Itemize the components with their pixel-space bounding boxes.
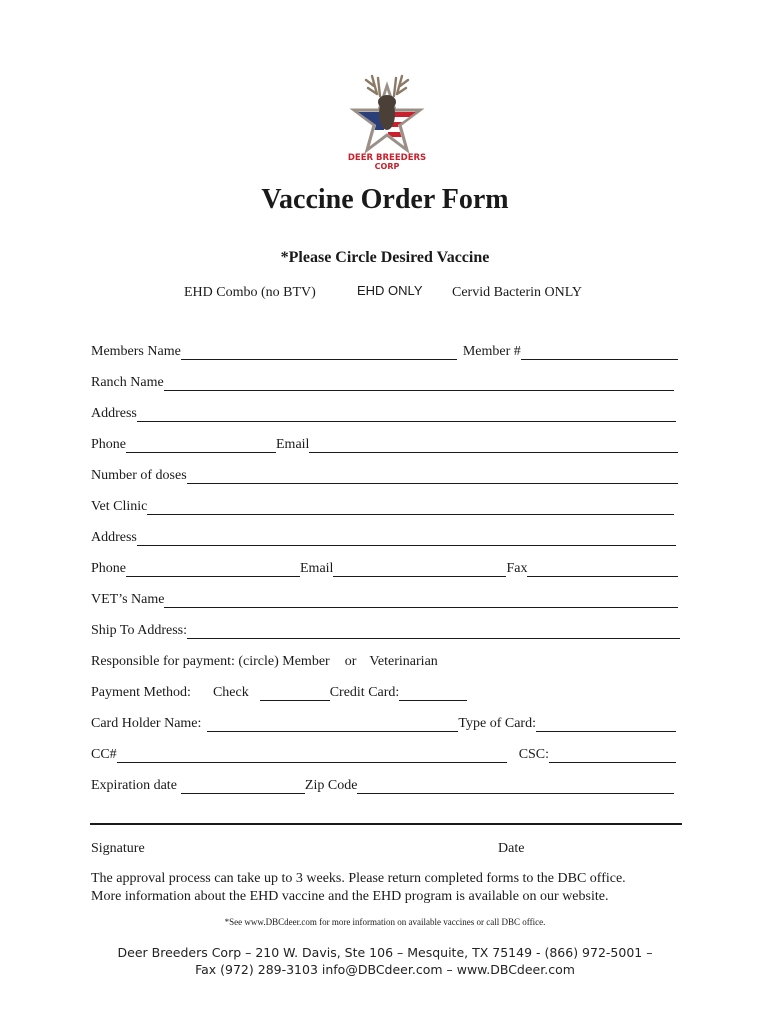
- check-label: Check: [212, 685, 249, 700]
- vet-phone-label: Phone: [91, 561, 126, 576]
- logo-line2: CORP: [374, 162, 400, 171]
- row-phone-email: [91, 433, 678, 453]
- type-of-card-field[interactable]: [536, 717, 676, 732]
- cc-field[interactable]: [117, 748, 507, 763]
- row-members-name: [91, 340, 678, 360]
- row-vet-clinic: [91, 495, 674, 515]
- address-label: Address: [91, 406, 137, 421]
- row-cc: [91, 743, 676, 763]
- footer-contact-line: Fax (972) 289-3103 info@DBCdeer.com – www.DBCdeer.com: [195, 962, 575, 977]
- zip-label: Zip Code: [304, 778, 358, 793]
- vet-email-label: Email: [300, 561, 334, 576]
- email-field[interactable]: [309, 438, 678, 453]
- page-title: Vaccine Order Form: [261, 184, 509, 215]
- credit-card-field[interactable]: [399, 686, 467, 701]
- option-ehd-only[interactable]: EHD ONLY: [357, 283, 423, 298]
- phone-field[interactable]: [126, 438, 276, 453]
- members-name-label: Members Name: [91, 344, 181, 359]
- veterinarian-option[interactable]: Veterinarian: [369, 654, 438, 669]
- responsible-label[interactable]: Responsible for payment: (circle) Member: [91, 654, 330, 669]
- vaccine-subtitle: *Please Circle Desired Vaccine: [280, 249, 490, 266]
- credit-card-label: Credit Card:: [329, 685, 400, 700]
- csc-field[interactable]: [549, 748, 676, 763]
- vets-name-label: VET’s Name: [91, 592, 165, 607]
- ranch-name-label: Ranch Name: [91, 375, 164, 390]
- doses-field[interactable]: [187, 469, 678, 484]
- row-expiration-zip: [91, 774, 674, 794]
- row-vets-name: [91, 588, 678, 608]
- row-ship-to: [91, 619, 680, 639]
- small-note: *See www.DBCdeer.com for more information on available vaccines or call DBC office.: [224, 917, 546, 927]
- row-number-of-doses: [91, 464, 678, 484]
- vets-name-field[interactable]: [164, 593, 678, 608]
- ship-to-field[interactable]: [187, 624, 680, 639]
- type-of-card-label: Type of Card:: [458, 716, 536, 731]
- vet-clinic-label: Vet Clinic: [91, 499, 148, 514]
- members-name-field[interactable]: [181, 345, 457, 360]
- signature-label: Signature: [91, 841, 145, 856]
- footer-address-line: Deer Breeders Corp – 210 W. Davis, Ste 106 – Mesquite, TX 75149 - (866) 972-5001 –: [117, 945, 653, 960]
- row-address: [91, 402, 676, 422]
- deer-breeders-logo: [344, 72, 430, 172]
- row-card-holder: [91, 712, 676, 732]
- option-cervid-bacterin[interactable]: Cervid Bacterin ONLY: [452, 285, 583, 300]
- payment-method-label: Payment Method:: [91, 685, 191, 700]
- member-number-field[interactable]: [521, 345, 678, 360]
- ranch-name-field[interactable]: [164, 376, 674, 391]
- expiration-field[interactable]: [181, 779, 305, 794]
- csc-label: CSC:: [518, 747, 550, 762]
- signature-line[interactable]: [90, 823, 682, 825]
- deer-star-emblem-icon: [344, 72, 430, 172]
- vet-phone-field[interactable]: [126, 562, 300, 577]
- card-holder-label: Card Holder Name:: [91, 716, 202, 731]
- member-number-label: Member #: [462, 344, 521, 359]
- date-label: Date: [498, 841, 525, 856]
- card-holder-field[interactable]: [207, 717, 458, 732]
- row-responsible-payment: [91, 650, 678, 670]
- or-label: or: [344, 654, 357, 669]
- cc-label: CC#: [91, 747, 117, 762]
- address-field[interactable]: [137, 407, 676, 422]
- option-ehd-combo[interactable]: EHD Combo (no BTV): [184, 285, 316, 300]
- zip-field[interactable]: [357, 779, 674, 794]
- row-vet-address: [91, 526, 676, 546]
- row-payment-method: [91, 681, 678, 701]
- phone-label: Phone: [91, 437, 126, 452]
- email-label: Email: [276, 437, 310, 452]
- vet-address-label: Address: [91, 530, 137, 545]
- notice-line-2: More information about the EHD vaccine and the EHD program is available on our website.: [91, 889, 609, 904]
- fax-field[interactable]: [527, 562, 678, 577]
- expiration-label: Expiration date: [91, 778, 177, 793]
- check-field[interactable]: [260, 686, 330, 701]
- doses-label: Number of doses: [91, 468, 187, 483]
- logo-line1: DEER BREEDERS: [347, 153, 427, 163]
- vet-clinic-field[interactable]: [147, 500, 674, 515]
- ship-to-label: Ship To Address:: [91, 623, 187, 638]
- row-ranch-name: [91, 371, 674, 391]
- vet-email-field[interactable]: [333, 562, 506, 577]
- vet-address-field[interactable]: [137, 531, 676, 546]
- fax-label: Fax: [506, 561, 528, 576]
- notice-line-1: The approval process can take up to 3 weeks. Please return completed forms to the DBC office.: [91, 871, 626, 886]
- row-vet-phone-email-fax: [91, 557, 678, 577]
